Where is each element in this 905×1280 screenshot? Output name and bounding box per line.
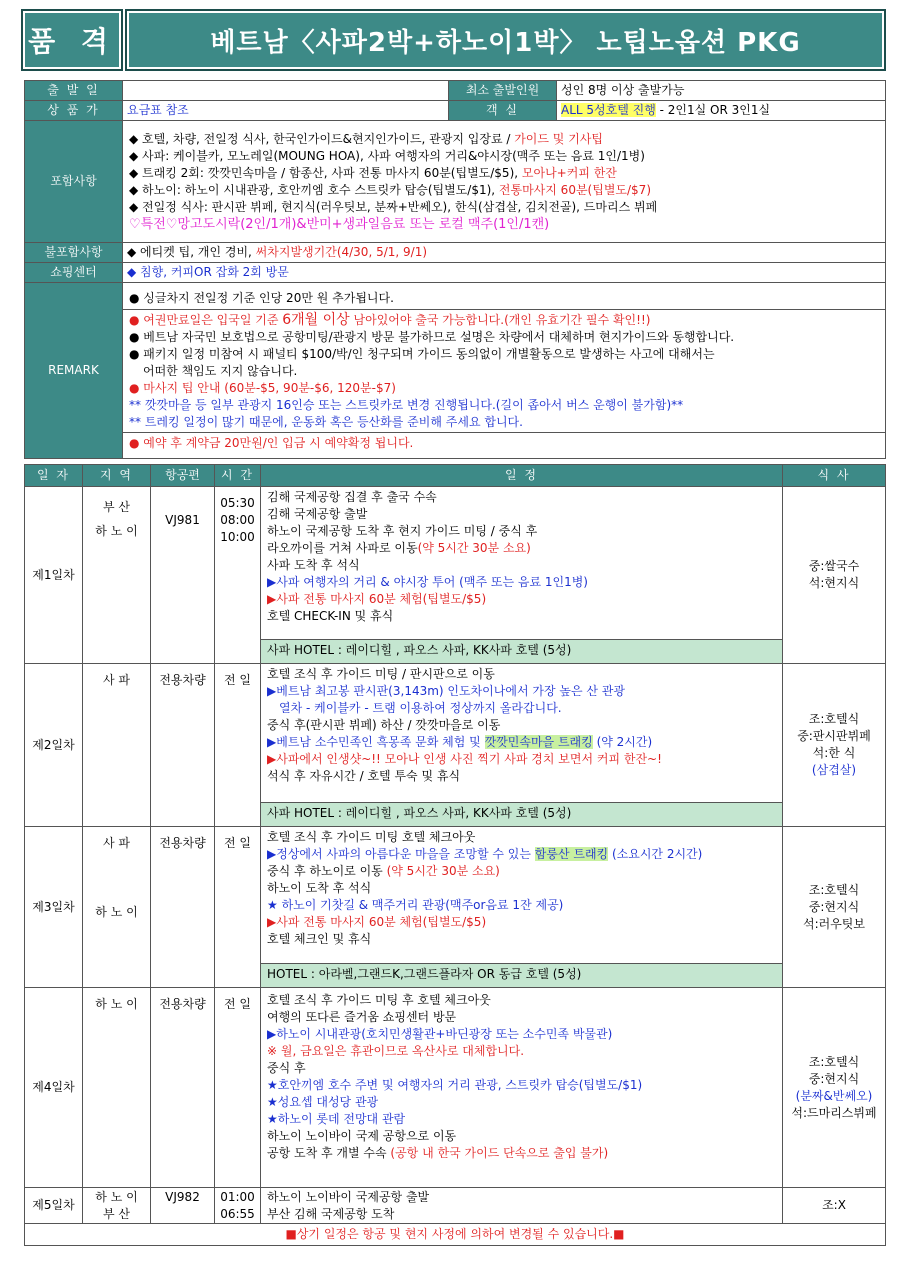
days-d5-region2: 부 산 (103, 1206, 130, 1221)
days-d4-s8: ★하노이 롯데 전망대 관람 (267, 1112, 406, 1126)
remark-r2c: 남아있어야 출국 가능합니다.(개인 유효기간 필수 확인!!) (349, 312, 651, 327)
day5-row (25, 1188, 886, 1224)
days-d5-s1: 하노이 노이바이 국제공항 출발 (267, 1189, 430, 1204)
excludes-label: 불포함사항 (25, 243, 123, 263)
excludes-a: ◆ 에티켓 팁, 개인 경비, (127, 245, 256, 259)
excludes-content (123, 243, 886, 263)
days-d2-s1: 호텔 조식 후 가이드 미팅 / 판시판으로 이동 (267, 667, 495, 681)
days-d1-t2: 08:00 (220, 513, 255, 527)
days-d3-region2: 하 노 이 (95, 905, 138, 919)
price-value: 요금표 참조 (123, 101, 449, 121)
days-d4-s7: ★성요셉 대성당 관광 (267, 1095, 379, 1109)
page-title: 베트남〈사파2박+하노이1박〉 노팁노옵션 PKG (126, 10, 885, 70)
days-d2-meal2: 중:판시판뷔페 (797, 729, 871, 743)
days-d1-s8: 호텔 CHECK-IN 및 휴식 (267, 609, 394, 623)
days-d4-region: 하 노 이 (83, 988, 151, 1188)
days-d5-s2: 부산 김해 국제공항 도착 (267, 1206, 395, 1221)
room-value (557, 101, 886, 121)
days-d2-region: 사 파 (83, 664, 151, 827)
remark-r4b: 어떠한 책임도 지지 않습니다. (143, 363, 298, 378)
days-d1-flight: VJ981 (151, 487, 215, 664)
days-d5-day: 제5일차 (25, 1188, 83, 1224)
days-d5-flight: VJ982 (151, 1188, 215, 1224)
days-d2-s3: 열차 - 케이블카 - 트램 이용하여 정상까지 올라갑니다. (279, 701, 562, 715)
footer-note: ■상기 일정은 항공 및 현지 사정에 의하여 변경될 수 있습니다.■ (25, 1224, 886, 1246)
days-d5-region1: 하 노 이 (95, 1189, 138, 1204)
remark-r4: ● 패키지 일정 미참여 시 패널티 $100/박/인 청구되며 가이드 동의없이 개별활동으로 발생하는 사고에 대해서는 (129, 346, 715, 361)
days-d4-meal2: 중:현지식 (808, 1071, 860, 1086)
day2-row (25, 664, 886, 827)
days-d1-t1: 05:30 (220, 496, 255, 510)
days-d2-day: 제2일차 (25, 664, 83, 827)
day4-row (25, 988, 886, 1188)
days-d2-s4: 중식 후(판시판 뷔페) 하산 / 깟깟마을로 이동 (267, 718, 501, 732)
days-d4-time: 전 일 (215, 988, 261, 1188)
days-d4-s2: 여행의 또다른 즐거움 쇼핑센터 방문 (267, 1010, 457, 1024)
room-highlight: ALL 5성호텔 진행 (561, 103, 656, 117)
departure-label: 출 발 일 (25, 81, 123, 101)
remark-r2a: ● 여권만료일은 입국일 기준 (129, 312, 283, 327)
includes-line3a: ◆ 트래킹 2회: 깟깟민속마을 / 함종산, 사파 전통 마사지 60분(팁별도/$5), (129, 165, 522, 180)
days-d4-meal3: (분짜&반쎄오) (795, 1088, 873, 1103)
days-d2-meal4: (삼겹살) (811, 763, 857, 777)
hotel-bar: 사파 HOTEL : 레이디힐 , 파오스 사파, KK사파 호텔 (5성) (261, 639, 782, 663)
remark-r3: ● 베트남 자국민 보호법으로 공항미팅/관광지 방문 불가하므로 설명은 차량에서 대체하며 현지가이드와 동행합니다. (129, 329, 735, 344)
days-d4-day: 제4일차 (25, 988, 83, 1188)
days-d4-meal1: 조:호텔식 (808, 1054, 860, 1069)
days-d3-s6: ▶사파 전통 마사지 60분 체험(팁별도/$5) (267, 915, 487, 929)
special-offer: ♡특전♡망고도시락(2인/1개)&반미+생과일음료 또는 로컬 맥주(1인/1캔) (129, 216, 550, 232)
remark-content (123, 283, 886, 459)
itinerary-table (24, 464, 886, 1246)
days-d2-meal3: 석:한 식 (812, 746, 856, 760)
days-d5-t1: 01:00 (220, 1189, 255, 1204)
shopping-label: 쇼핑센터 (25, 263, 123, 283)
col-schedule: 일 정 (261, 465, 783, 487)
days-d3-s3b: (약 5시간 30분 소요) (386, 864, 500, 878)
days-d4-s1: 호텔 조식 후 가이드 미팅 후 호텔 체크아웃 (267, 993, 491, 1007)
includes-line4a: ◆ 하노이: 하노이 시내관광, 호안끼엠 호수 스트릿카 탑승(팁별도/$1), (129, 182, 499, 197)
days-d4-s10a: 공항 도착 후 개별 수속 (267, 1146, 391, 1160)
col-flight: 항공편 (151, 465, 215, 487)
days-d2-s5b: 깟깟민속마을 트래킹 (484, 735, 593, 749)
min-value: 성인 8명 이상 출발가능 (557, 81, 886, 101)
days-d4-s3: ▶하노이 시내관광(호치민생활관+바딘광장 또는 소수민족 박물관) (267, 1027, 613, 1041)
includes-line3b: 모아나+커피 한잔 (521, 165, 617, 180)
col-region: 지 역 (83, 465, 151, 487)
days-d1-s4b: (약 5시간 30분 소요) (417, 541, 531, 555)
grade-badge: 품 격 (22, 10, 122, 70)
includes-line4b: 전통마사지 60분(팁별도/$7) (498, 182, 651, 197)
days-d4-s5: 중식 후 (267, 1061, 306, 1075)
days-d4-s4: ※ 월, 금요일은 휴관이므로 옥산사로 대체합니다. (267, 1044, 525, 1058)
conditions-table (24, 120, 886, 459)
days-d3-meal2: 중:현지식 (808, 899, 860, 914)
days-d4-s9: 하노이 노이바이 국제 공항으로 이동 (267, 1129, 457, 1143)
days-d1-region2: 하 노 이 (95, 524, 138, 538)
days-d3-s2a: ▶정상에서 사파의 아름다운 마을을 조망할 수 있는 (267, 847, 535, 861)
days-d2-s6: ▶사파에서 인생샷~!! 모아나 인생 사진 찍기 사파 경치 보면서 커피 한잔~! (267, 752, 662, 766)
days-d1-s7: ▶사파 전통 마사지 60분 체험(팁별도/$5) (267, 592, 487, 606)
includes-line1b: 가이드 및 기사팁 (514, 131, 603, 146)
title-bar (22, 10, 885, 70)
days-d3-s4: 하노이 도착 후 석식 (267, 881, 372, 895)
departure-value (123, 81, 449, 101)
days-d1-meal1: 중:쌀국수 (808, 559, 860, 573)
days-d2-flight: 전용차량 (151, 664, 215, 827)
shopping-content: ◆ 침향, 커피OR 잡화 2회 방문 (123, 263, 886, 283)
days-d1-t3: 10:00 (220, 530, 255, 544)
col-meal: 식 사 (783, 465, 886, 487)
info-table (24, 80, 886, 121)
days-d5-meal: 조:X (783, 1188, 886, 1224)
col-time: 시 간 (215, 465, 261, 487)
days-d1-s1: 김해 국제공항 집결 후 출국 수속 (267, 490, 437, 504)
days-d3-meal3: 석:러우팃보 (802, 916, 865, 931)
min-label: 최소 출발인원 (449, 81, 557, 101)
info-room_value_rest: - 2인1실 OR 3인1실 (655, 103, 771, 117)
days-d4-s10b: (공항 내 한국 가이드 단속으로 출입 불가) (390, 1146, 609, 1160)
remark-label: REMARK (25, 283, 123, 459)
days-d4-flight: 전용차량 (151, 988, 215, 1188)
days-d3-s2c: (소요시간 2시간) (608, 847, 703, 861)
days-d3-s2b: 함룽산 트래킹 (534, 847, 609, 861)
days-d3-s3a: 중식 후 하노이로 이동 (267, 864, 387, 878)
days-d3-meal1: 조:호텔식 (808, 882, 860, 897)
days-d3-region1: 사 파 (103, 836, 130, 850)
days-d2-meal1: 조:호텔식 (808, 712, 860, 726)
days-d1-s5: 사파 도착 후 석식 (267, 558, 360, 572)
remark-r7: ** 트레킹 일정이 많기 때문에, 운동화 혹은 등산화를 준비해 주세요 합니다. (129, 414, 523, 429)
days-d1-s2: 김해 국제공항 출발 (267, 507, 368, 521)
days-d2-s7: 석식 후 자유시간 / 호텔 투숙 및 휴식 (267, 769, 461, 783)
days-d4-s6: ★호안끼엠 호수 주변 및 여행자의 거리 관광, 스트릿카 탑승(팁별도/$1) (267, 1078, 643, 1092)
includes-line2: ◆ 사파: 케이블카, 모노레일(MOUNG HOA), 사파 여행자의 거리&야시장(맥주 또는 음료 1인/1병) (129, 148, 645, 163)
includes-line5: ◆ 전일정 식사: 판시판 뷔페, 현지식(러우팃보, 분짜+반쎄오), 한식(삼겹살, 김치전골), 드마리스 뷔페 (129, 199, 658, 214)
days-d1-day: 제1일차 (25, 487, 83, 664)
remark-r1: ● 싱글차지 전일정 기준 인당 20만 원 추가됩니다. (123, 288, 885, 310)
hotel-bar: HOTEL : 아라벨,그랜드K,그랜드플라자 OR 동급 호텔 (5성) (261, 963, 782, 987)
days-d3-s5: ★ 하노이 기찻길 & 맥주거리 관광(맥주or음료 1잔 제공) (267, 898, 564, 912)
excludes-b: 써차지발생기간(4/30, 5/1, 9/1) (255, 245, 428, 259)
includes-content (123, 121, 886, 243)
days-d2-s5c: (약 2시간) (592, 735, 653, 749)
days-d3-time: 전 일 (215, 827, 261, 988)
includes-line1a: ◆ 호텔, 차량, 전일정 식사, 한국인가이드&현지인가이드, 관광지 입장료 / (129, 131, 515, 146)
days-d2-time: 전 일 (215, 664, 261, 827)
remark-r8: ● 예약 후 계약금 20만원/인 입금 시 예약확정 됩니다. (123, 432, 885, 454)
hotel-bar: 사파 HOTEL : 레이디힐 , 파오스 사파, KK사파 호텔 (5성) (261, 802, 782, 826)
days-d2-s2: ▶베트남 최고봉 판시판(3,143m) 인도차이나에서 가장 높은 산 관광 (267, 684, 625, 698)
remark-r6: ** 깟깟마을 등 일부 관광지 16인승 또는 스트릿카로 변경 진행됩니다.(길이 좁아서 버스 운행이 불가함)** (129, 397, 684, 412)
days-d1-s6: ▶사파 여행자의 거리 & 야시장 투어 (맥주 또는 음료 1인1병) (267, 575, 588, 589)
days-d1-s4a: 라오까이를 거쳐 사파로 이동 (267, 541, 418, 555)
days-d4-meal4: 석:드마리스뷔페 (791, 1105, 877, 1120)
room-label: 객 실 (449, 101, 557, 121)
days-d3-day: 제3일차 (25, 827, 83, 988)
col-day: 일 자 (25, 465, 83, 487)
remark-r5: ● 마사지 팁 안내 (60분-$5, 90분-$6, 120분-$7) (129, 380, 396, 395)
days-d1-meal2: 석:현지식 (808, 576, 860, 590)
day1-row (25, 487, 886, 664)
remark-r2b: 6개월 이상 (282, 311, 350, 328)
day3-row (25, 827, 886, 988)
days-d2-s5a: ▶베트남 소수민족인 흑몽족 문화 체험 및 (267, 735, 485, 749)
days-d3-s7: 호텔 체크인 및 휴식 (267, 932, 372, 946)
includes-label: 포함사항 (25, 121, 123, 243)
days-d5-t2: 06:55 (220, 1206, 255, 1221)
days-d1-region1: 부 산 (103, 500, 130, 514)
days-d1-s3: 하노이 국제공항 도착 후 현지 가이드 미팅 / 중식 후 (267, 524, 538, 538)
days-d3-s1: 호텔 조식 후 가이드 미팅 호텔 체크아웃 (267, 830, 476, 844)
price-label: 상 품 가 (25, 101, 123, 121)
days-d3-flight: 전용차량 (151, 827, 215, 988)
